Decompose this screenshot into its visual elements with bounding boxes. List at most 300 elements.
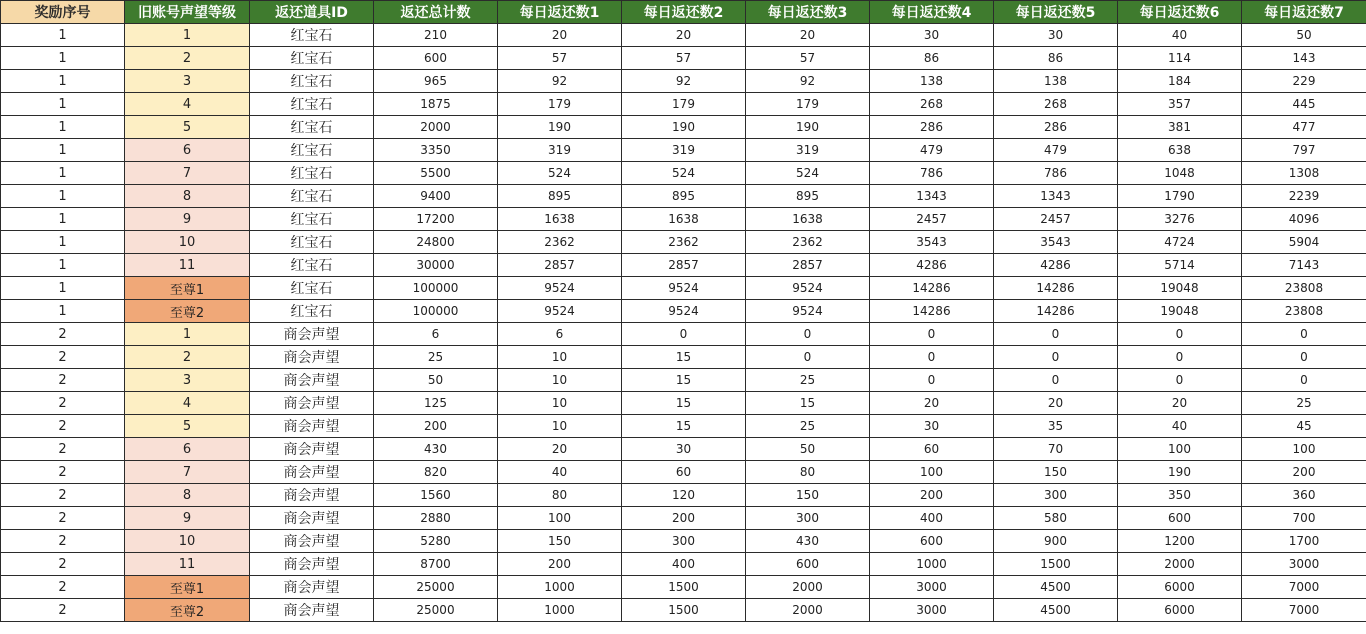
reward-seq-cell: 1: [1, 277, 125, 300]
daily-return-cell: 114: [1118, 47, 1242, 70]
reward-seq-cell: 2: [1, 392, 125, 415]
table-row: [1, 553, 1366, 576]
daily-return-cell: 2362: [498, 231, 622, 254]
daily-return-cell: 20: [994, 392, 1118, 415]
return-total-cell: 25: [374, 346, 498, 369]
return-item-cell: 红宝石: [250, 277, 374, 300]
daily-return-cell: 1500: [622, 576, 746, 599]
daily-return-cell: 2857: [498, 254, 622, 277]
daily-return-cell: 25: [746, 415, 870, 438]
daily-return-cell: 100: [1118, 438, 1242, 461]
reward-seq-cell: 2: [1, 507, 125, 530]
return-item-cell: 红宝石: [250, 208, 374, 231]
daily-return-cell: 19048: [1118, 277, 1242, 300]
return-total-cell: 200: [374, 415, 498, 438]
daily-return-cell: 268: [994, 93, 1118, 116]
table-row: [1, 208, 1366, 231]
return-total-cell: 9400: [374, 185, 498, 208]
daily-return-cell: 1000: [498, 576, 622, 599]
daily-return-cell: 524: [746, 162, 870, 185]
daily-return-cell: 4096: [1242, 208, 1366, 231]
column-header: 每日返还数5: [994, 1, 1118, 24]
daily-return-cell: 2457: [994, 208, 1118, 231]
table-row: [1, 185, 1366, 208]
daily-return-cell: 2857: [622, 254, 746, 277]
return-item-cell: 商会声望: [250, 484, 374, 507]
reward-seq-cell: 2: [1, 438, 125, 461]
daily-return-cell: 600: [1118, 507, 1242, 530]
daily-return-cell: 4286: [994, 254, 1118, 277]
reward-seq-cell: 1: [1, 47, 125, 70]
table-row: [1, 599, 1366, 622]
return-item-cell: 商会声望: [250, 576, 374, 599]
table-row: [1, 162, 1366, 185]
reputation-level-cell: 2: [125, 346, 250, 369]
daily-return-cell: 25: [746, 369, 870, 392]
reward-seq-cell: 1: [1, 185, 125, 208]
daily-return-cell: 445: [1242, 93, 1366, 116]
daily-return-cell: 3000: [1242, 553, 1366, 576]
daily-return-cell: 319: [622, 139, 746, 162]
table-body: [1, 24, 1366, 622]
daily-return-cell: 20: [746, 24, 870, 47]
reward-seq-cell: 2: [1, 346, 125, 369]
daily-return-cell: 1790: [1118, 185, 1242, 208]
reward-seq-cell: 1: [1, 93, 125, 116]
daily-return-cell: 50: [1242, 24, 1366, 47]
daily-return-cell: 200: [498, 553, 622, 576]
table-row: [1, 93, 1366, 116]
daily-return-cell: 268: [870, 93, 994, 116]
daily-return-cell: 360: [1242, 484, 1366, 507]
daily-return-cell: 9524: [746, 277, 870, 300]
table-row: [1, 70, 1366, 93]
daily-return-cell: 15: [746, 392, 870, 415]
reward-seq-cell: 2: [1, 461, 125, 484]
daily-return-cell: 300: [746, 507, 870, 530]
reward-seq-cell: 2: [1, 599, 125, 622]
reputation-level-cell: 6: [125, 139, 250, 162]
daily-return-cell: 10: [498, 346, 622, 369]
daily-return-cell: 4500: [994, 599, 1118, 622]
daily-return-cell: 80: [746, 461, 870, 484]
reward-seq-cell: 2: [1, 369, 125, 392]
return-item-cell: 红宝石: [250, 254, 374, 277]
daily-return-cell: 1200: [1118, 530, 1242, 553]
return-total-cell: 820: [374, 461, 498, 484]
return-item-cell: 商会声望: [250, 415, 374, 438]
daily-return-cell: 45: [1242, 415, 1366, 438]
daily-return-cell: 1343: [994, 185, 1118, 208]
daily-return-cell: 350: [1118, 484, 1242, 507]
daily-return-cell: 286: [994, 116, 1118, 139]
table-row: [1, 369, 1366, 392]
reward-seq-cell: 1: [1, 70, 125, 93]
return-item-cell: 商会声望: [250, 507, 374, 530]
column-header: 每日返还数1: [498, 1, 622, 24]
reward-seq-cell: 1: [1, 254, 125, 277]
daily-return-cell: 3000: [870, 576, 994, 599]
daily-return-cell: 7000: [1242, 599, 1366, 622]
daily-return-cell: 14286: [870, 277, 994, 300]
daily-return-cell: 524: [622, 162, 746, 185]
daily-return-cell: 60: [870, 438, 994, 461]
reputation-level-cell: 11: [125, 553, 250, 576]
daily-return-cell: 10: [498, 392, 622, 415]
column-header: 奖励序号: [1, 1, 125, 24]
column-header: 每日返还数2: [622, 1, 746, 24]
daily-return-cell: 430: [746, 530, 870, 553]
daily-return-cell: 138: [994, 70, 1118, 93]
daily-return-cell: 179: [498, 93, 622, 116]
column-header: 返还总计数: [374, 1, 498, 24]
daily-return-cell: 0: [870, 323, 994, 346]
return-item-cell: 商会声望: [250, 346, 374, 369]
reward-seq-cell: 1: [1, 231, 125, 254]
reputation-level-cell: 6: [125, 438, 250, 461]
reputation-level-cell: 10: [125, 530, 250, 553]
daily-return-cell: 35: [994, 415, 1118, 438]
daily-return-cell: 1343: [870, 185, 994, 208]
reputation-level-cell: 至尊2: [125, 599, 250, 622]
daily-return-cell: 524: [498, 162, 622, 185]
daily-return-cell: 14286: [994, 277, 1118, 300]
daily-return-cell: 19048: [1118, 300, 1242, 323]
daily-return-cell: 92: [498, 70, 622, 93]
daily-return-cell: 50: [746, 438, 870, 461]
column-header: 每日返还数3: [746, 1, 870, 24]
column-header: 返还道具ID: [250, 1, 374, 24]
column-header: 每日返还数6: [1118, 1, 1242, 24]
daily-return-cell: 15: [622, 415, 746, 438]
daily-return-cell: 70: [994, 438, 1118, 461]
reputation-level-cell: 9: [125, 507, 250, 530]
column-header: 旧账号声望等级: [125, 1, 250, 24]
daily-return-cell: 3000: [870, 599, 994, 622]
daily-return-cell: 179: [622, 93, 746, 116]
daily-return-cell: 100: [498, 507, 622, 530]
daily-return-cell: 700: [1242, 507, 1366, 530]
return-total-cell: 5280: [374, 530, 498, 553]
daily-return-cell: 92: [746, 70, 870, 93]
table-row: [1, 346, 1366, 369]
reputation-level-cell: 7: [125, 461, 250, 484]
daily-return-cell: 86: [870, 47, 994, 70]
daily-return-cell: 80: [498, 484, 622, 507]
reward-seq-cell: 1: [1, 300, 125, 323]
table-row: [1, 254, 1366, 277]
reward-seq-cell: 2: [1, 415, 125, 438]
daily-return-cell: 86: [994, 47, 1118, 70]
return-total-cell: 1560: [374, 484, 498, 507]
column-header: 每日返还数7: [1242, 1, 1366, 24]
table-row: [1, 139, 1366, 162]
return-item-cell: 红宝石: [250, 231, 374, 254]
return-item-cell: 红宝石: [250, 70, 374, 93]
daily-return-cell: 319: [746, 139, 870, 162]
daily-return-cell: 2239: [1242, 185, 1366, 208]
reward-seq-cell: 2: [1, 323, 125, 346]
daily-return-cell: 381: [1118, 116, 1242, 139]
daily-return-cell: 10: [498, 369, 622, 392]
daily-return-cell: 57: [498, 47, 622, 70]
daily-return-cell: 479: [870, 139, 994, 162]
daily-return-cell: 60: [622, 461, 746, 484]
return-total-cell: 25000: [374, 576, 498, 599]
daily-return-cell: 150: [746, 484, 870, 507]
table-row: [1, 323, 1366, 346]
return-total-cell: 30000: [374, 254, 498, 277]
return-total-cell: 100000: [374, 277, 498, 300]
reputation-level-cell: 4: [125, 392, 250, 415]
daily-return-cell: 797: [1242, 139, 1366, 162]
daily-return-cell: 2000: [1118, 553, 1242, 576]
daily-return-cell: 138: [870, 70, 994, 93]
daily-return-cell: 0: [994, 323, 1118, 346]
reputation-level-cell: 至尊2: [125, 300, 250, 323]
column-header: 每日返还数4: [870, 1, 994, 24]
daily-return-cell: 786: [870, 162, 994, 185]
daily-return-cell: 600: [746, 553, 870, 576]
daily-return-cell: 2857: [746, 254, 870, 277]
reputation-level-cell: 11: [125, 254, 250, 277]
daily-return-cell: 300: [994, 484, 1118, 507]
daily-return-cell: 190: [1118, 461, 1242, 484]
return-total-cell: 6: [374, 323, 498, 346]
return-total-cell: 2000: [374, 116, 498, 139]
daily-return-cell: 30: [870, 24, 994, 47]
daily-return-cell: 23808: [1242, 300, 1366, 323]
table-row: [1, 461, 1366, 484]
daily-return-cell: 895: [746, 185, 870, 208]
reputation-level-cell: 5: [125, 415, 250, 438]
daily-return-cell: 10: [498, 415, 622, 438]
reward-seq-cell: 1: [1, 116, 125, 139]
daily-return-cell: 20: [498, 438, 622, 461]
daily-return-cell: 9524: [498, 300, 622, 323]
table-row: [1, 277, 1366, 300]
return-total-cell: 17200: [374, 208, 498, 231]
daily-return-cell: 3543: [994, 231, 1118, 254]
daily-return-cell: 100: [1242, 438, 1366, 461]
daily-return-cell: 0: [870, 346, 994, 369]
daily-return-cell: 30: [870, 415, 994, 438]
header-row: [1, 1, 1366, 24]
return-item-cell: 红宝石: [250, 93, 374, 116]
return-total-cell: 100000: [374, 300, 498, 323]
daily-return-cell: 1638: [746, 208, 870, 231]
table-row: [1, 438, 1366, 461]
table-row: [1, 530, 1366, 553]
return-total-cell: 600: [374, 47, 498, 70]
daily-return-cell: 5904: [1242, 231, 1366, 254]
reputation-level-cell: 5: [125, 116, 250, 139]
daily-return-cell: 190: [498, 116, 622, 139]
return-item-cell: 商会声望: [250, 530, 374, 553]
reward-seq-cell: 1: [1, 24, 125, 47]
table-row: [1, 415, 1366, 438]
reward-seq-cell: 2: [1, 530, 125, 553]
return-item-cell: 红宝石: [250, 47, 374, 70]
return-item-cell: 红宝石: [250, 162, 374, 185]
return-item-cell: 红宝石: [250, 24, 374, 47]
daily-return-cell: 2362: [622, 231, 746, 254]
reputation-level-cell: 至尊1: [125, 576, 250, 599]
daily-return-cell: 286: [870, 116, 994, 139]
daily-return-cell: 479: [994, 139, 1118, 162]
reputation-level-cell: 3: [125, 369, 250, 392]
daily-return-cell: 900: [994, 530, 1118, 553]
table-row: [1, 47, 1366, 70]
daily-return-cell: 20: [622, 24, 746, 47]
daily-return-cell: 14286: [870, 300, 994, 323]
reputation-level-cell: 2: [125, 47, 250, 70]
table-row: [1, 24, 1366, 47]
return-item-cell: 红宝石: [250, 185, 374, 208]
reputation-level-cell: 至尊1: [125, 277, 250, 300]
return-total-cell: 125: [374, 392, 498, 415]
return-total-cell: 3350: [374, 139, 498, 162]
return-total-cell: 5500: [374, 162, 498, 185]
reward-seq-cell: 2: [1, 484, 125, 507]
return-item-cell: 商会声望: [250, 438, 374, 461]
daily-return-cell: 40: [1118, 415, 1242, 438]
table-row: [1, 116, 1366, 139]
return-item-cell: 商会声望: [250, 323, 374, 346]
table-row: [1, 507, 1366, 530]
daily-return-cell: 15: [622, 369, 746, 392]
daily-return-cell: 190: [746, 116, 870, 139]
daily-return-cell: 580: [994, 507, 1118, 530]
daily-return-cell: 20: [1118, 392, 1242, 415]
daily-return-cell: 895: [622, 185, 746, 208]
return-item-cell: 商会声望: [250, 599, 374, 622]
daily-return-cell: 3276: [1118, 208, 1242, 231]
daily-return-cell: 9524: [622, 277, 746, 300]
daily-return-cell: 1638: [498, 208, 622, 231]
table-row: [1, 231, 1366, 254]
daily-return-cell: 30: [994, 24, 1118, 47]
return-item-cell: 红宝石: [250, 300, 374, 323]
daily-return-cell: 895: [498, 185, 622, 208]
daily-return-cell: 786: [994, 162, 1118, 185]
daily-return-cell: 400: [622, 553, 746, 576]
daily-return-cell: 1700: [1242, 530, 1366, 553]
daily-return-cell: 4286: [870, 254, 994, 277]
daily-return-cell: 357: [1118, 93, 1242, 116]
return-item-cell: 红宝石: [250, 139, 374, 162]
daily-return-cell: 179: [746, 93, 870, 116]
daily-return-cell: 6000: [1118, 576, 1242, 599]
daily-return-cell: 0: [870, 369, 994, 392]
daily-return-cell: 20: [498, 24, 622, 47]
daily-return-cell: 0: [1242, 346, 1366, 369]
daily-return-cell: 23808: [1242, 277, 1366, 300]
daily-return-cell: 14286: [994, 300, 1118, 323]
table-row: [1, 484, 1366, 507]
return-total-cell: 430: [374, 438, 498, 461]
daily-return-cell: 15: [622, 392, 746, 415]
daily-return-cell: 0: [1118, 369, 1242, 392]
reputation-level-cell: 9: [125, 208, 250, 231]
return-total-cell: 965: [374, 70, 498, 93]
daily-return-cell: 0: [994, 369, 1118, 392]
daily-return-cell: 9524: [498, 277, 622, 300]
daily-return-cell: 6: [498, 323, 622, 346]
daily-return-cell: 190: [622, 116, 746, 139]
daily-return-cell: 0: [746, 323, 870, 346]
daily-return-cell: 0: [1242, 323, 1366, 346]
daily-return-cell: 150: [498, 530, 622, 553]
daily-return-cell: 1048: [1118, 162, 1242, 185]
reputation-level-cell: 8: [125, 484, 250, 507]
reputation-level-cell: 4: [125, 93, 250, 116]
return-total-cell: 24800: [374, 231, 498, 254]
daily-return-cell: 3543: [870, 231, 994, 254]
reputation-level-cell: 10: [125, 231, 250, 254]
table-row: [1, 576, 1366, 599]
daily-return-cell: 0: [1118, 323, 1242, 346]
daily-return-cell: 143: [1242, 47, 1366, 70]
table-row: [1, 392, 1366, 415]
reputation-level-cell: 1: [125, 323, 250, 346]
daily-return-cell: 1638: [622, 208, 746, 231]
daily-return-cell: 57: [746, 47, 870, 70]
reputation-level-cell: 3: [125, 70, 250, 93]
daily-return-cell: 229: [1242, 70, 1366, 93]
daily-return-cell: 200: [1242, 461, 1366, 484]
daily-return-cell: 477: [1242, 116, 1366, 139]
daily-return-cell: 20: [870, 392, 994, 415]
reward-seq-cell: 1: [1, 139, 125, 162]
daily-return-cell: 9524: [746, 300, 870, 323]
return-total-cell: 8700: [374, 553, 498, 576]
reward-seq-cell: 1: [1, 208, 125, 231]
daily-return-cell: 1308: [1242, 162, 1366, 185]
daily-return-cell: 15: [622, 346, 746, 369]
daily-return-cell: 100: [870, 461, 994, 484]
reputation-level-cell: 1: [125, 24, 250, 47]
daily-return-cell: 0: [1242, 369, 1366, 392]
return-total-cell: 1875: [374, 93, 498, 116]
daily-return-cell: 184: [1118, 70, 1242, 93]
reputation-level-cell: 7: [125, 162, 250, 185]
return-total-cell: 50: [374, 369, 498, 392]
daily-return-cell: 7000: [1242, 576, 1366, 599]
daily-return-cell: 0: [994, 346, 1118, 369]
return-item-cell: 商会声望: [250, 392, 374, 415]
reward-seq-cell: 2: [1, 553, 125, 576]
daily-return-cell: 25: [1242, 392, 1366, 415]
daily-return-cell: 2362: [746, 231, 870, 254]
daily-return-cell: 2457: [870, 208, 994, 231]
daily-return-cell: 1500: [622, 599, 746, 622]
daily-return-cell: 9524: [622, 300, 746, 323]
table-row: [1, 300, 1366, 323]
daily-return-cell: 120: [622, 484, 746, 507]
daily-return-cell: 150: [994, 461, 1118, 484]
return-total-cell: 210: [374, 24, 498, 47]
daily-return-cell: 200: [622, 507, 746, 530]
daily-return-cell: 0: [1118, 346, 1242, 369]
daily-return-cell: 0: [746, 346, 870, 369]
daily-return-cell: 5714: [1118, 254, 1242, 277]
daily-return-cell: 1000: [870, 553, 994, 576]
reward-seq-cell: 2: [1, 576, 125, 599]
daily-return-cell: 319: [498, 139, 622, 162]
daily-return-cell: 4724: [1118, 231, 1242, 254]
daily-return-cell: 1500: [994, 553, 1118, 576]
